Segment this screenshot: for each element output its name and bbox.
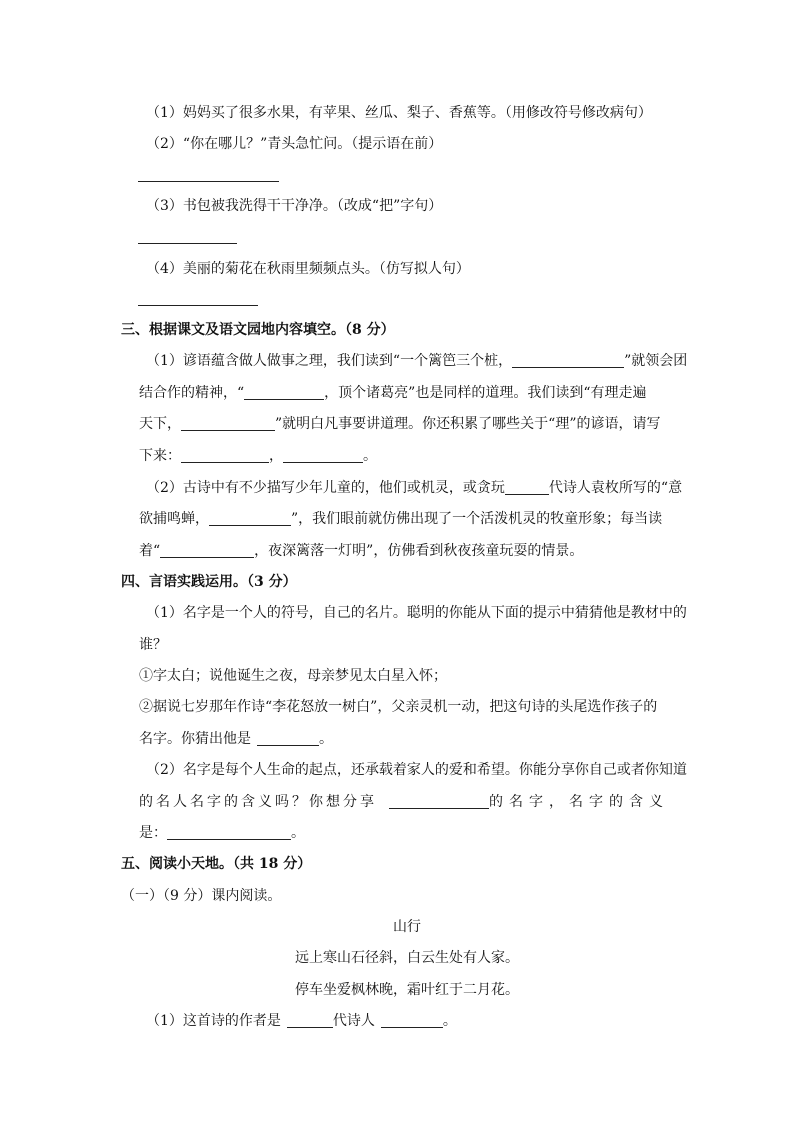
- exercise-item-2: （2）“你在哪儿？”青头急忙问。（提示语在前）: [146, 136, 443, 152]
- text: ”就明白凡事要讲道理。你还积累了哪些关于“理”的谚语，请写: [275, 416, 661, 432]
- reading-question-1: [146, 1012, 457, 1030]
- blank-10[interactable]: [389, 794, 489, 809]
- text: 欲捕鸣蝉，: [139, 511, 209, 527]
- blank-11[interactable]: [167, 825, 291, 840]
- subsection-1-heading: （一）（9 分）课内阅读。: [121, 888, 282, 904]
- section-4-p2-line1: （2）名字是每个人生命的起点，还承载着家人的爱和希望。你能分享你自己或者你知道: [146, 762, 687, 778]
- exercise-item-4: （4）美丽的菊花在秋雨里频频点头。（仿写拟人句）: [146, 261, 470, 277]
- answer-line-3[interactable]: [138, 243, 237, 244]
- text: 天下，: [139, 416, 181, 432]
- text: 。: [363, 448, 377, 464]
- text: ”就领会团: [624, 353, 688, 369]
- blank-13[interactable]: [381, 1013, 443, 1028]
- hint-2: ②据说七岁那年作诗“李花怒放一树白”，父亲灵机一动，把这句诗的头尾选作孩子的: [139, 699, 658, 715]
- poem-line-1: 远上寒山石径斜，白云生处有人家。: [295, 950, 519, 966]
- blank-2[interactable]: [244, 385, 324, 400]
- hint-1: ①字太白；说他诞生之夜，母亲梦见太白星入怀；: [139, 668, 447, 684]
- answer-line-2[interactable]: [138, 181, 279, 182]
- section-3-p2-line1: [146, 479, 682, 497]
- text: 结合作的精神，“: [139, 385, 245, 401]
- text: 代诗人: [332, 1013, 375, 1029]
- text: 。: [442, 1013, 457, 1029]
- section-3-p2-line2: [139, 510, 662, 528]
- blank-8[interactable]: [160, 543, 254, 558]
- section-3-p1-line4: [139, 447, 377, 465]
- text: 。: [291, 825, 305, 841]
- section-4-heading: 四、言语实践运用。（3 分）: [121, 574, 297, 590]
- section-4-p1-line1: （1）名字是一个人的符号，自己的名片。聪明的你能从下面的提示中猜猜他是教材中的: [146, 605, 687, 621]
- text: ”，我们眼前就仿佛出现了一个活泼机灵的牧童形象；每当读: [291, 511, 663, 527]
- text: 代诗人袁枚所写的“意: [548, 480, 683, 496]
- section-3-p1-line3: [139, 415, 660, 433]
- text: ，顶个诸葛亮”也是同样的道理。我们读到“有理走遍: [324, 385, 647, 401]
- text: （1）这首诗的作者是: [146, 1013, 281, 1029]
- blank-5[interactable]: [283, 448, 363, 463]
- blank-7[interactable]: [209, 511, 291, 526]
- text: 名字。你猜出他是: [139, 731, 251, 747]
- text: ，: [269, 448, 283, 464]
- section-4-p2-line2: [139, 793, 669, 811]
- poem-title: 山行: [393, 919, 421, 935]
- blank-4[interactable]: [181, 448, 269, 463]
- text: （1）谚语蕴含做人做事之理，我们读到“一个篱笆三个桩，: [146, 353, 513, 369]
- text: 着“: [139, 543, 161, 559]
- section-3-p1-line2: [139, 384, 647, 402]
- section-3-heading: 三、根据课文及语文园地内容填空。（8 分）: [121, 322, 395, 338]
- text: 是：: [139, 825, 167, 841]
- section-3-p2-line3: [139, 542, 583, 560]
- text: 的名人名字的含义吗？你想分享: [139, 794, 377, 810]
- exercise-item-1: （1）妈妈买了很多水果，有苹果、丝瓜、梨子、香蕉等。（用修改符号修改病句）: [146, 105, 652, 121]
- answer-line-4[interactable]: [138, 305, 258, 306]
- section-4-p2-line3: [139, 824, 305, 842]
- text: （2）古诗中有不少描写少年儿童的，他们或机灵，或贪玩: [146, 480, 505, 496]
- hint-2-answer-line: [139, 730, 333, 748]
- text: 。: [319, 731, 333, 747]
- section-4-p1-line2: 谁？: [139, 637, 167, 653]
- section-5-heading: 五、阅读小天地。（共 18 分）: [121, 856, 312, 872]
- blank-6[interactable]: [505, 480, 549, 495]
- text: 下来：: [139, 448, 181, 464]
- blank-9[interactable]: [257, 731, 319, 746]
- blank-1[interactable]: [512, 353, 624, 368]
- text: ，夜深篱落一灯明”，仿佛看到秋夜孩童玩耍的情景。: [254, 543, 584, 559]
- text: 的名字，名字的含义: [489, 794, 669, 810]
- blank-12[interactable]: [287, 1013, 333, 1028]
- exercise-item-3: （3）书包被我洗得干干净净。（改成“把”字句）: [146, 198, 443, 214]
- poem-line-2: 停车坐爱枫林晚，霜叶红于二月花。: [295, 982, 519, 998]
- section-3-p1-line1: [146, 352, 687, 370]
- blank-3[interactable]: [181, 416, 275, 431]
